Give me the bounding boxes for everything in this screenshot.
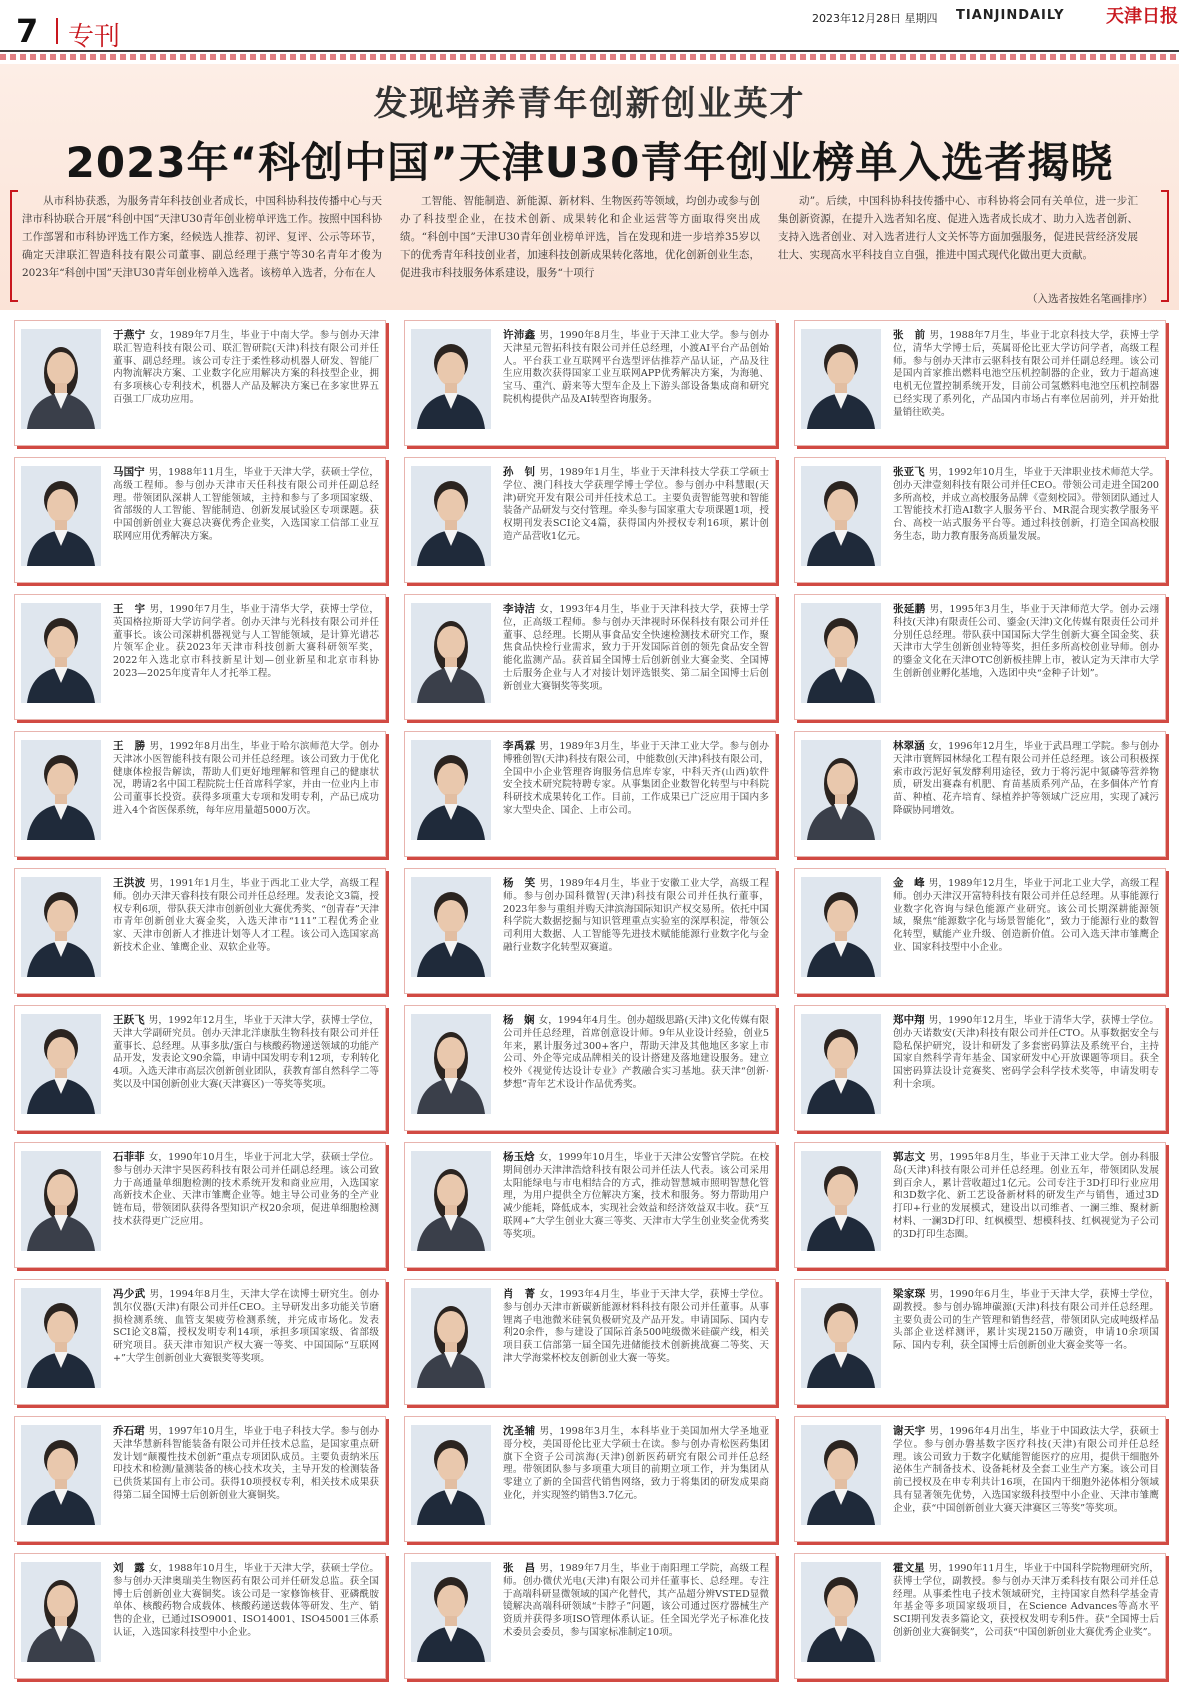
profile-card	[14, 457, 386, 583]
person-icon	[411, 1014, 491, 1114]
portrait-photo	[21, 603, 101, 703]
profile-card	[404, 320, 776, 446]
profile-bio	[503, 1014, 769, 1124]
section-divider	[56, 18, 58, 44]
profile-name: 郑中翔	[893, 1014, 925, 1026]
profile-name: 王 宇	[113, 603, 146, 615]
order-note: （入选者按姓名笔画排序）	[1027, 293, 1153, 305]
profile-name: 金 峰	[893, 877, 925, 889]
profile-bio	[113, 466, 379, 576]
portrait-photo	[21, 1151, 101, 1251]
profile-bio	[113, 1151, 379, 1261]
profile-name: 冯少武	[113, 1288, 146, 1300]
profile-card	[404, 1142, 776, 1268]
portrait-photo	[21, 1425, 101, 1525]
profile-text: 男，1989年1月生，毕业于天津科技大学获工学硕士学位、澳门科技大学获理学博士学位。参与创办中科慧眼(天津)研究开发有限公司并任技术总工。主要负责智能驾驶和智能装备产品研发与交付管理。牵头参与国家重大专项课题1项，授权期刊发表SCI论文4篇，获得国内外授权专利16项，累计创造产品营收1亿元。	[503, 467, 769, 542]
section-name: 专刊	[68, 22, 121, 52]
person-icon	[411, 329, 491, 429]
profile-text: 女，1990年10月生，毕业于河北大学，获硕士学位。参与创办天津宇昊医药科技有限公司并任副总经理。该公司致力于高通量单细胞检测的技术系统开发和商业应用，入选国家高新技术企业、天津市雏鹰企业等。她主导公司业务的全产业链布局，带领团队获得各型知识产权20余项，促进单细胞检测技术获得更广泛应用。	[113, 1152, 379, 1227]
profile-bio	[113, 1014, 379, 1124]
person-icon	[21, 603, 101, 703]
profile-grid	[14, 320, 1166, 1688]
paper-logo: 天津日报	[1106, 6, 1178, 27]
profile-card	[14, 1142, 386, 1268]
portrait-photo	[21, 740, 101, 840]
issue-date: 2023年12月28日 星期四	[812, 12, 938, 25]
profile-text: 男，1991年1月生，毕业于西北工业大学，高级工程师。创办天津天睿科技有限公司并任总经理。发表论文3篇，授权专利6项，带队获天津市创新创业大赛优秀奖、“创青春”天津市青年创新创业大赛金奖，入选天津市“111”工程优秀企业家、天津市创新人才推进计划等人才工程。该公司入选国家高新技术企业、雏鹰企业、双软企业等。	[113, 878, 379, 953]
portrait-photo	[411, 603, 491, 703]
profile-text: 男，1994年8月生，天津大学在读博士研究生。创办凯尔仪器(天津)有限公司并任CEO。主导研发出多功能关节磨损检测系统、血管支架疲劳检测系统，并完成市场化。发表SCI论文8篇，授权发明专利14项，承担多项国家级、省部级研究项目。获天津市知识产权大赛一等奖、中国国际“互联网+”大学生创新创业大赛银奖等奖项。	[113, 1289, 379, 1364]
portrait-photo	[801, 329, 881, 429]
profile-text: 男，1992年12月生，毕业于天津大学，获博士学位，天津大学副研究员。创办天津北洋康肽生物科技有限公司并任董事长、总经理。从事多肽/蛋白与核酸药物递送领域的功能产品开发，发表论文90余篇，申请中国发明专利12项，专利转化4项。入选天津市高层次创新创业团队，获教育部自然科学二等奖以及中国创新创业大赛(天津赛区)一等奖等奖项。	[113, 1015, 379, 1090]
profile-bio	[113, 740, 379, 850]
intro-column: 动”。后续，中国科协科技传播中心、市科协将会同有关单位，进一步汇集创新资源，在提升入选者知名度、促进入选者成长成才、助力入选者创新、支持入选者创业、对入选者进行人文关怀等方面加强服务，促进民营经济发展壮大、实现高水平科技自立自强，推进中国式现代化做出更大贡献。	[778, 195, 1138, 261]
profile-bio	[893, 1425, 1159, 1535]
profile-card	[14, 1416, 386, 1542]
person-icon	[21, 329, 101, 429]
profile-name: 石菲菲	[113, 1151, 145, 1163]
person-icon	[801, 877, 881, 977]
profile-bio	[893, 1014, 1159, 1124]
portrait-photo	[411, 466, 491, 566]
person-icon	[411, 466, 491, 566]
person-icon	[21, 1562, 101, 1662]
profile-bio	[503, 466, 769, 576]
person-icon	[21, 740, 101, 840]
portrait-photo	[21, 877, 101, 977]
profile-text: 男，1988年11月生，毕业于天津大学，获硕士学位，高级工程师。参与创办天津市天任科技有限公司并任副总经理。带领团队深耕人工智能领域，主持和参与了多项国家级、省部级的人工智能、智能制造、创新发展试验区专项课题。获中国创新创业大赛总决赛优秀企业奖，入选国家工信部工业互联网应用优秀解决方案。	[113, 467, 379, 542]
portrait-photo	[411, 1014, 491, 1114]
profile-card	[14, 594, 386, 720]
profile-bio	[503, 1288, 769, 1398]
profile-card	[14, 731, 386, 857]
profile-name: 杨 笑	[503, 877, 536, 889]
profile-text: 男，1990年11月生，毕业于中国科学院物理研究所，获博士学位，副教授。参与创办天津万柔科技有限公司并任总经理。从事柔性电子技术领域研究，主持国家自然科学基金青年基金等多项国家级项目，在Science Advances等高水平SCI期刊发表多篇论文，获授权发明专利5件。获“全国博士后创新创业大赛铜奖”，公司获“中国创新创业大赛优秀企业奖”。	[893, 1563, 1159, 1638]
profile-name: 张延鹏	[893, 603, 926, 615]
profile-text: 男，1989年12月生，毕业于河北工业大学，高级工程师。创办天津汉开富特科技有限公司并任总经理。从事能源行业数字化咨询与绿色能源产业研究。该公司长期深耕能源领域，聚焦“能源数字化与场景智能化”，致力于能源行业的数智化转型，赋能产业升级、创造新价值。公司入选天津市雏鹰企业、国家科技型中小企业。	[893, 878, 1159, 953]
profile-name: 马国宁	[113, 466, 145, 478]
masthead	[0, 0, 1179, 52]
intro-text	[22, 192, 1154, 304]
person-icon	[801, 329, 881, 429]
person-icon	[21, 1151, 101, 1251]
profile-text: 女，1993年4月生，毕业于天津科技大学，获博士学位，正高级工程师。参与创办天津视时环保科技有限公司并任董事、总经理。长期从事食品安全快速检测技术研究工作，聚焦食品快检行业需求，致力于开发国际首创的领先食品安全智能化监测产品。获首届全国博士后创新创业大赛金奖、全国博士后服务企业与人才对接计划评选银奖、第二届全国博士后创新创业大赛铜奖等奖项。	[503, 604, 769, 692]
portrait-photo	[21, 1288, 101, 1388]
person-icon	[21, 877, 101, 977]
profile-name: 郭志文	[893, 1151, 926, 1163]
decorative-stripe	[0, 54, 1179, 60]
person-icon	[411, 1562, 491, 1662]
profile-bio	[893, 1562, 1159, 1672]
profile-name: 杨 娴	[503, 1014, 535, 1026]
portrait-photo	[801, 1562, 881, 1662]
person-icon	[801, 1425, 881, 1525]
profile-bio	[893, 466, 1159, 576]
profile-text: 女，1989年7月生，毕业于中南大学。参与创办天津联汇智造科技有限公司、联汇智研院(天津)科技有限公司并任董事、副总经理。该公司专注于柔性移动机器人研发、智能厂内物流解决方案、工业数字化应用解决方案的科技型企业，拥有多项核心专利技术，机器人产品及解决方案已在多家世界五百强工厂成功应用。	[113, 330, 379, 405]
profile-bio	[113, 877, 379, 987]
person-icon	[801, 740, 881, 840]
intro-bracket-right	[1161, 190, 1169, 302]
person-icon	[801, 1014, 881, 1114]
profile-bio	[893, 1151, 1159, 1261]
profile-bio	[503, 603, 769, 713]
portrait-photo	[411, 740, 491, 840]
profile-bio	[113, 1288, 379, 1398]
profile-name: 梁家琛	[893, 1288, 926, 1300]
profile-card	[794, 731, 1166, 857]
portrait-photo	[801, 877, 881, 977]
profile-bio	[503, 1562, 769, 1672]
portrait-photo	[801, 603, 881, 703]
paper-name-en: TIANJINDAILY	[956, 8, 1065, 23]
profile-name: 谢天宇	[893, 1425, 926, 1437]
profile-bio	[503, 740, 769, 850]
portrait-photo	[411, 1288, 491, 1388]
page-number: 7	[16, 12, 39, 50]
portrait-photo	[801, 466, 881, 566]
portrait-photo	[801, 1288, 881, 1388]
profile-bio	[503, 329, 769, 439]
profile-text: 男，1992年10月生，毕业于天津职业技术师范大学。创办天津壹刻科技有限公司并任CEO。带领公司走进全国200多所高校，并成立高校服务品牌《壹刻校园》。带领团队通过人工智能技术打造AI数字人服务平台、MR混合现实教学服务平台、高校一站式服务平台等。通过科技创新，打造全国高校服务生态，助力教育服务高质量发展。	[893, 467, 1159, 542]
profile-text: 男，1990年12月生，毕业于清华大学，获博士学位。创办天诺数安(天津)科技有限公司并任CTO。从事数据安全与隐私保护研究，设计和研发了多套密码算法及系统平台，主持国家自然科学青年基金、国家研发中心开放课题等项目。获全国密码算法设计竞赛奖、密码学会科学技术奖等，申请发明专利十余项。	[893, 1015, 1159, 1090]
profile-text: 男，1989年3月生，毕业于天津工业大学。参与创办博雅创智(天津)科技有限公司，中能数创(天津)科技有限公司，全国中小企业管理咨询服务信息库专家，中科天齐(山西)软件安全技术研究院特聘专家。从事集团企业数智化转型与中科院科研技术成果转化工作。目前，工作成果已广泛应用于国内多家大型央企、国企、上市公司。	[503, 741, 769, 816]
profile-name: 乔石珺	[113, 1425, 145, 1437]
article-header	[0, 64, 1179, 310]
profile-text: 男，1995年8月生，毕业于天津工业大学。创办科服岛(天津)科技有限公司并任总经理。创业五年，带领团队发展到百余人，累计营收超过1亿元。公司专注于3D打印行业应用和3D数字化、新工艺设备新材料的研发生产与销售，通过3D打印+行业的发展模式，建设出以司维者、一澜三维、聚材新材料、一澜3D打印、红枫模型、想模科技、红枫视觉为子公司的3D打印生态圈。	[893, 1152, 1159, 1240]
profile-name: 李禹霖	[503, 740, 536, 752]
profile-card	[794, 1553, 1166, 1679]
profile-card	[794, 594, 1166, 720]
portrait-photo	[411, 1151, 491, 1251]
profile-text: 男，1992年8月出生，毕业于哈尔滨师范大学。创办天津冰小医智能科技有限公司并任总经理。该公司致力于优化健康体检报告解读，帮助人们更好地理解和管理自己的健康状况，聘请2名中国工程院院士任首席科学家，并由一位业内上市公司董事长投资。获得多项重大专项和发明专利，产品已成功进入4个省医保系统，每年应用量超5000万次。	[113, 741, 379, 816]
person-icon	[21, 1288, 101, 1388]
profile-bio	[503, 877, 769, 987]
profile-text: 男，1990年6月生，毕业于天津大学，获博士学位，副教授。参与创办锦坤碳源(天津)科技有限公司并任总经理。主要负责公司的生产管理和销售经营，带领团队完成吨级样品头部企业送样测评，累计实现2150万融资，申请10余项国际、国内专利，获全国博士后创新创业大赛金奖等一名。	[893, 1289, 1159, 1352]
profile-card	[794, 1142, 1166, 1268]
profile-name: 沈圣辅	[503, 1425, 536, 1437]
profile-card	[404, 1416, 776, 1542]
profile-bio	[503, 1425, 769, 1535]
profile-bio	[113, 603, 379, 713]
profile-name: 林翠涵	[893, 740, 925, 752]
profile-name: 张 前	[893, 329, 926, 341]
profile-card	[14, 1279, 386, 1405]
portrait-photo	[801, 1014, 881, 1114]
person-icon	[411, 740, 491, 840]
profile-card	[14, 320, 386, 446]
profile-text: 男，1996年4月出生，毕业于中国政法大学，获硕士学位。参与创办磐基数字医疗科技(天津)有限公司并任总经理。该公司致力于数字化赋能智能医疗的应用，提供干细胞外泌体生产制备技术、设备耗材及全套工业生产方案。该公司目前已授权及在申专利共计16项，在国内干细胞外泌体相分领域具有显著领先优势，入选国家级科技型中小企业、天津市雏鹰企业，获“中国创新创业大赛天津赛区三等奖”等奖项。	[893, 1426, 1159, 1514]
portrait-photo	[21, 466, 101, 566]
profile-name: 杨玉焓	[503, 1151, 535, 1163]
profile-bio	[893, 603, 1159, 713]
profile-card	[794, 320, 1166, 446]
profile-card	[14, 868, 386, 994]
person-icon	[411, 603, 491, 703]
profile-bio	[893, 740, 1159, 850]
profile-name: 许沛鑫	[503, 329, 536, 341]
intro-column: 从市科协获悉，为服务青年科技创业者成长，中国科协科技传播中心与天津市科协联合开展“科创中国”天津U30青年创业榜单评选工作。按照中国科协工作部署和市科协评选工作方案，经候选人推荐、初评、复评、公示等环节，确定天津联汇智造科技有限公司董事、副总经理于燕宁等30名青年才俊为2023年“科创中国”天津U30青年创业榜单入选者。该榜单入选者，分布在人	[22, 195, 382, 279]
profile-card	[14, 1553, 386, 1679]
profile-name: 孙 钊	[503, 466, 536, 478]
portrait-photo	[21, 1014, 101, 1114]
profile-name: 李诗洁	[503, 603, 536, 615]
profile-name: 霍文星	[893, 1562, 925, 1574]
profile-text: 女，1993年4月生，毕业于天津大学，获博士学位。参与创办天津市新碳新能源材料科技有限公司并任董事。从事锂离子电池微米硅氧负极研究及产品开发。申请国际、国内专利20余件，参与建设了国际首条500吨级微米硅碳产线，相关项目获工信部第一届全国先进储能技术创新挑战赛二等奖、天津大学海棠杯校友创新创业大赛一等奖。	[503, 1289, 769, 1364]
profile-card	[404, 868, 776, 994]
profile-text: 男，1998年3月生，本科毕业于美国加州大学圣地亚哥分校，美国哥伦比亚大学硕士在读。参与创办青松医药集团旗下全资子公司滨海(天津)创新医药研究有限公司并任总经理。带领团队参与多项重大项目的前期立项工作，并为集团从零建立了新的全国营代销售网络，致力于将集团的研发成果商业化，并实现签约销售3.7亿元。	[503, 1426, 769, 1501]
person-icon	[801, 603, 881, 703]
profile-bio	[113, 1562, 379, 1672]
portrait-photo	[411, 877, 491, 977]
profile-card	[794, 1416, 1166, 1542]
profile-card	[404, 731, 776, 857]
person-icon	[801, 466, 881, 566]
profile-name: 王 勝	[113, 740, 146, 752]
portrait-photo	[411, 1425, 491, 1525]
intro-bracket-left	[10, 190, 18, 302]
profile-text: 男，1990年7月生，毕业于清华大学，获博士学位，英国格拉斯哥大学访问学者。创办天津与光科技有限公司并任董事长。该公司深耕机器视觉与人工智能领域，是计算光谱芯片领军企业。获2023年天津市科技创新大赛科研领军奖，2022年入选北京市科技新星计划—创业新星和北京市科协2023—2025年度青年人才托举工程。	[113, 604, 379, 679]
profile-text: 男，1989年7月生，毕业于南阳理工学院，高级工程师。创办微伏光电(天津)有限公司并任董事长、总经理。专注于高端科研显微领域的国产化替代，其产品超分辨VSTED显微镜解决高端科研领域“卡脖子”问题，该公司通过医疗器械生产资质并获得多项ISO管理体系认证。任全国光学光子标准化技术委员会委员，参与国家标准制定10项。	[503, 1563, 769, 1638]
profile-name: 于燕宁	[113, 329, 146, 341]
profile-card	[404, 1553, 776, 1679]
headline: 2023年“科创中国”天津U30青年创业榜单入选者揭晓	[65, 138, 1114, 187]
intro-column: 工智能、智能制造、新能源、新材料、生物医药等领域，均创办或参与创办了科技型企业，在技术创新、成果转化和企业运营等方面取得突出成绩。“科创中国”天津U30青年创业榜单评选，旨在发现和进一步培养35岁以下的优秀青年科技创业者，加速科技创新成果转化落地，优化创新创业生态，促进我市科技服务体系建设，服务“十项行	[400, 195, 760, 279]
person-icon	[411, 877, 491, 977]
profile-card	[14, 1005, 386, 1131]
profile-text: 女，1988年10月生，毕业于天津大学，获硕士学位。参与创办天津奥瑞美生物医药有限公司并任研发总监。获全国博士后创新创业大赛铜奖。该公司是一家修饰核苷、亚磷酰胺单体、核酸药物合成载体、核酸药递送载体等研发、生产、销售的企业，已通过ISO9001、ISO14001、ISO45001三体系认证，入选国家科技型中小企业。	[113, 1563, 379, 1638]
profile-text: 女，1999年10月生，毕业于天津公安警官学院。在校期间创办天津津浩焓科技有限公司并任法人代表。该公司采用太阳能绿电与市电相结合的方式，推动智慧城市照明智慧化管理，为用户提供全方位解决方案，技术和服务。努力帮助用户减少能耗，降低成本，实现社会效益和经济效益双丰收。获“互联网+”大学生创业大赛三等奖、天津市大学生创业奖金优秀奖等奖项。	[503, 1152, 769, 1240]
kicker-title: 发现培养青年创新创业英才	[373, 84, 806, 124]
profile-bio	[893, 1288, 1159, 1398]
profile-card	[794, 1005, 1166, 1131]
profile-name: 刘 露	[113, 1562, 145, 1574]
profile-card	[794, 1279, 1166, 1405]
profile-bio	[113, 329, 379, 439]
profile-text: 女，1994年4月生。创办超级思路(天津)文化传媒有限公司并任总经理，首席创意设计师。9年从业设计经验，创业5年来，累计服务过300+客户，帮助天津及其他地区多家上市公司、外企等完成品牌相关的设计搭建及落地建设服务。建立校外《视觉传达设计专业》产教融合实习基地。获天津“创新·梦想”青年艺术设计作品优秀奖。	[503, 1015, 769, 1090]
profile-bio	[503, 1151, 769, 1261]
profile-text: 男，1995年3月生，毕业于天津师范大学。创办云翊科技(天津)有限责任公司、鎏金(天津)文化传媒有限责任公司并分别任总经理。带队获中国国际大学生创新大赛全国金奖、获天津市大学生创新创业特等奖，担任多所高校创业导师。创办的鎏金文化在天津OTC创新板挂牌上市，被认定为天津市大学生创新创业孵化基地，入选团中央“金种子计划”。	[893, 604, 1159, 679]
profile-text: 男，1990年8月生，毕业于天津工业大学。参与创办天津星元智拓科技有限公司并任总经理，小渡AI平台产品创始人。平台获工业互联网平台选型评估推荐产品认证，产品及往生应用数次获得国家工业互联网APP优秀解决方案，为海驰、宝马、重汽、蔚来等大型车企及上下游头部设备集成商和研究院机构提供产品及AI转型咨询服务。	[503, 330, 769, 405]
portrait-photo	[801, 1151, 881, 1251]
person-icon	[411, 1151, 491, 1251]
profile-text: 男，1988年7月生，毕业于北京科技大学，获博士学位，清华大学博士后，英属哥伦比亚大学访问学者，高级工程师。参与创办天津市云驱科技有限公司并任副总经理。该公司是国内首家推出燃料电池空压机控制器的企业，致力于超高速电机无位置控制系统开发，目前公司氢燃料电池空压机控制器已经实现了系列化，产品国内市场占有率位居前列，并开始批量销往欧美。	[893, 330, 1159, 418]
profile-card	[794, 868, 1166, 994]
profile-bio	[893, 877, 1159, 987]
person-icon	[801, 1562, 881, 1662]
profile-card	[404, 457, 776, 583]
portrait-photo	[411, 329, 491, 429]
portrait-photo	[801, 740, 881, 840]
profile-bio	[893, 329, 1159, 439]
profile-text: 女，1996年12月生，毕业于武昌理工学院。参与创办天津市寰辉园林绿化工程有限公司并任总经理。该公司积极探索市政污泥好氧发酵利用途径，致力于将污泥中氮磷等营养物质，研发出赛森有机肥、育苗基质系列产品，在多個体产竹育苗、种植、花卉培育、绿植养护等领域广泛应用，实现了减污降碳协同增效。	[893, 741, 1159, 816]
person-icon	[801, 1288, 881, 1388]
person-icon	[411, 1425, 491, 1525]
profile-name: 王洪波	[113, 877, 146, 889]
person-icon	[801, 1151, 881, 1251]
profile-name: 张亚飞	[893, 466, 925, 478]
person-icon	[21, 1425, 101, 1525]
profile-card	[404, 1005, 776, 1131]
profile-name: 肖 菁	[503, 1288, 536, 1300]
profile-card	[404, 594, 776, 720]
portrait-photo	[411, 1562, 491, 1662]
portrait-photo	[801, 1425, 881, 1525]
profile-card	[404, 1279, 776, 1405]
profile-text: 男，1997年10月生，毕业于电子科技大学。参与创办天津华慧新科智能装备有限公司并任技术总监，是国家重点研发计划“颠覆性技术创新”重点专项团队成员。主要负责纳米压印技术和检测/量测装备的核心技术攻关，主导开发的检测装备已供货某国有上市公司。获得10项授权专利，相关技术成果获得第二届全国博士后创新创业大赛铜奖。	[113, 1426, 379, 1501]
person-icon	[21, 466, 101, 566]
person-icon	[21, 1014, 101, 1114]
portrait-photo	[21, 1562, 101, 1662]
profile-text: 男，1989年4月生，毕业于安徽工业大学，高级工程师。参与创办国科微智(天津)科技有限公司并任执行董事，2023年参与重组并购天津滨海国际知识产权交易所。依托中国科学院大数据挖掘与知识管理重点实验室的深厚积淀，带领公司利用大数据、人工智能等先进技术赋能能源行业数字化与金融行业数字化转型双赛道。	[503, 878, 769, 953]
portrait-photo	[21, 329, 101, 429]
person-icon	[411, 1288, 491, 1388]
profile-name: 王跃飞	[113, 1014, 145, 1026]
profile-bio	[113, 1425, 379, 1535]
profile-name: 张 昌	[503, 1562, 536, 1574]
profile-card	[794, 457, 1166, 583]
